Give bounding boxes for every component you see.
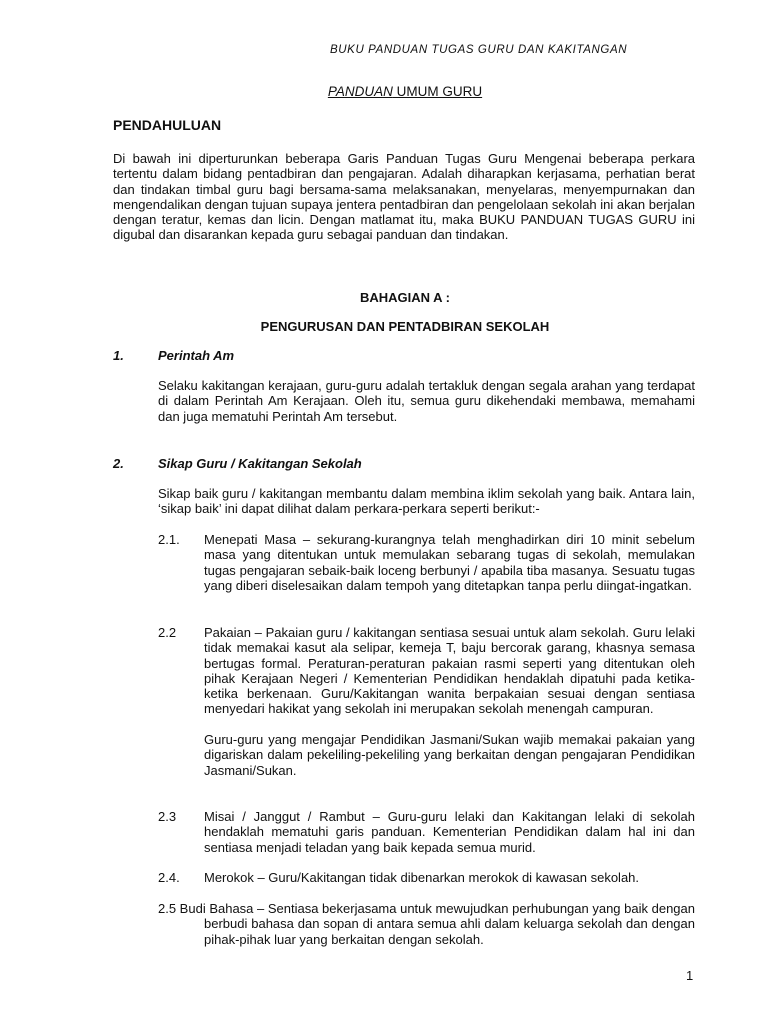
item-2-2-extra: Guru-guru yang mengajar Pendidikan Jasmani/Sukan wajib memakai pakaian yang digariskan dalam pekeliling-pekeliling yang berkaitan dengan pengajaran Pendidikan Jasmani/Sukan.: [204, 732, 695, 778]
item-2-2-number: 2.2: [158, 625, 177, 640]
section-1-number: 1.: [113, 348, 124, 363]
section-2-title: Sikap Guru / Kakitangan Sekolah: [158, 456, 362, 471]
title-rest: UMUM GURU: [392, 84, 483, 99]
title-italic-part: PANDUAN: [327, 84, 393, 99]
item-2-3-text: Misai / Janggut / Rambut – Guru-guru lelaki dan Kakitangan lelaki di sekolah hendaklah mematuhi garis panduan. Kementerian Pendidikan dalam hal ini dan sentiasa menjadi teladan yang baik kepada semua murid.: [204, 809, 695, 855]
item-2-3-number: 2.3: [158, 809, 177, 824]
part-title: PENGURUSAN DAN PENTADBIRAN SEKOLAH: [260, 319, 550, 334]
item-2-5-text: 2.5 Budi Bahasa – Sentiasa bekerjasama untuk mewujudkan perhubungan yang baik dengan berbudi bahasa dan sopan di antara semua ahli dalam keluarga sekolah dan dengan pihak-pihak luar yang berkaitan dengan sekolah.: [158, 901, 695, 947]
intro-heading: PENDAHULUAN: [113, 117, 222, 133]
intro-paragraph: Di bawah ini diperturunkan beberapa Garis Panduan Tugas Guru Mengenai beberapa perkara tertentu dalam bidang pentadbiran dan pengajaran. Adalah diharapkan kerjasama, perhatian berat dan tindakan timbal guru bagi bersama-sama melaksanakan, menyelaras, menyempurnakan dan mengendalikan dengan tujuan supaya jentera pentadbiran dan pengelolaan sekolah ini akan berjalan dengan teratur, kemas dan licin. Dengan matlamat itu, maka BUKU PANDUAN TUGAS GURU ini digubal dan disarankan kepada guru sebagai panduan dan tindakan.: [113, 151, 695, 243]
item-2-4-text: Merokok – Guru/Kakitangan tidak dibenarkan merokok di kawasan sekolah.: [204, 870, 640, 885]
part-label: BAHAGIAN A :: [359, 290, 451, 305]
page-number: 1: [686, 968, 694, 983]
section-1-paragraph: Selaku kakitangan kerajaan, guru-guru adalah tertakluk dengan segala arahan yang terdapat di dalam Perintah Am Kerajaan. Oleh itu, semua guru dikehendaki membawa, memahami dan juga mematuhi Perintah Am tersebut.: [158, 378, 695, 424]
item-2-2-text: Pakaian – Pakaian guru / kakitangan sentiasa sesuai untuk alam sekolah. Guru lelaki tidak memakai kasut ala selipar, kemeja T, baju bercorak garang, khasnya semasa bertugas formal. Peraturan-peraturan pakaian rasmi seperti yang ditentukan oleh pihak Kerajaan Negeri / Kementerian Pendidikan hendaklah dipatuhi pada ketika-ketika berkenaan. Guru/Kakitangan wanita berpakaian sesuai dengan sentiasa menyedari hakikat yang sekolah ini merupakan sekolah menengah campuran.: [204, 625, 695, 717]
document-title: [0, 84, 768, 99]
running-header: BUKU PANDUAN TUGAS GURU DAN KAKITANGAN: [330, 44, 628, 56]
item-2-1-number: 2.1.: [158, 532, 180, 547]
section-1-title: Perintah Am: [158, 348, 235, 363]
item-2-1-text: Menepati Masa – sekurang-kurangnya telah menghadirkan diri 10 minit sebelum masa yang ditentukan untuk memulakan sebarang tugas di sekolah, memulakan tugas pengajaran sebaik-baik loceng berbunyi / apabila tiba masanya. Sesuatu tugas yang diberi diselesaikan dalam tempoh yang ditetapkan tanpa perlu diingat-ingatkan.: [204, 532, 695, 593]
section-2-paragraph: Sikap baik guru / kakitangan membantu dalam membina iklim sekolah yang baik. Antara lain, ‘sikap baik’ ini dapat dilihat dalam perkara-perkara seperti berikut:-: [158, 486, 695, 517]
section-2-number: 2.: [113, 456, 124, 471]
item-2-4-number: 2.4.: [158, 870, 180, 885]
